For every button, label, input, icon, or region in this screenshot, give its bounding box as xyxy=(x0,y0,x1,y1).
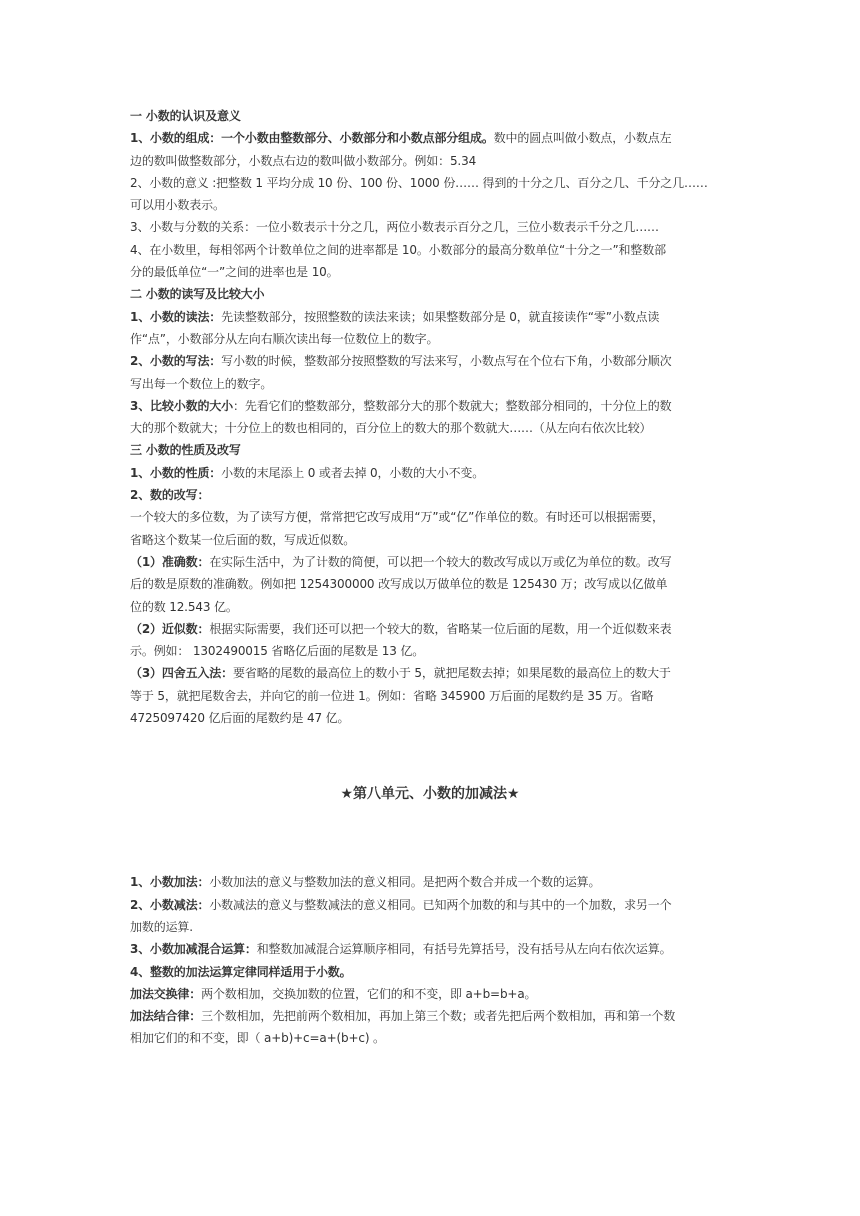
paragraph xyxy=(130,1005,730,1027)
text-line: 相加它们的和不变，即（ a+b)+c=a+(b+c) 。 xyxy=(130,1031,385,1046)
text-line: 位的数 12.543 亿。 xyxy=(130,599,238,614)
text-line: 可以用小数表示。 xyxy=(130,198,225,213)
term-label: 3、小数加减混合运算： xyxy=(130,942,257,957)
subheading: 2、数的改写： xyxy=(130,488,210,503)
spacer xyxy=(130,805,730,871)
text-line: 省略这个数某一位后面的数，写成近似数。 xyxy=(130,532,356,547)
text: 写小数的时候，整数部分按照整数的写法来写，小数点写在个位右下角，小数部分顺次 xyxy=(221,354,672,369)
paragraph xyxy=(130,894,730,916)
paragraph xyxy=(130,983,730,1005)
text-line: 3、小数与分数的关系：一位小数表示十分之几，两位小数表示百分之几，三位小数表示千分之几…… xyxy=(130,220,659,235)
paragraph xyxy=(130,871,730,893)
term-label: （3）四舍五入法： xyxy=(130,666,234,681)
term-label: 1、小数的组成：一个小数由整数部分、小数部分和小数点部分组成。 xyxy=(130,131,494,146)
text: 数中的圆点叫做小数点，小数点左 xyxy=(493,131,672,146)
text: 先读整数部分，按照整数的读法来读；如果整数部分是 0，就直接读作“零”小数点读 xyxy=(221,309,660,324)
text: 小数加法的意义与整数加法的意义相同。是把两个数合并成一个数的运算。 xyxy=(209,875,601,890)
text-line: 4725097420 亿后面的尾数约是 47 亿。 xyxy=(130,711,350,726)
text-line: 边的数叫做整数部分，小数点右边的数叫做小数部分。例如：5.34 xyxy=(130,153,477,168)
term-label: 3、比较小数的大小 xyxy=(130,398,234,413)
term-label: 1、小数的读法： xyxy=(130,309,222,324)
paragraph xyxy=(130,938,730,960)
paragraph xyxy=(130,127,730,149)
paragraph xyxy=(130,306,730,328)
unit-title: ★第八单元、小数的加减法★ xyxy=(340,786,520,803)
subheading: 4、整数的加法运算定律同样适用于小数。 xyxy=(130,964,352,979)
term-label: 加法结合律： xyxy=(130,1009,202,1024)
text-line: 加数的运算. xyxy=(130,919,193,934)
paragraph xyxy=(130,350,730,372)
paragraph xyxy=(130,551,730,573)
term-label: （1）准确数： xyxy=(130,554,210,569)
text-line: 写出每一个数位上的数字。 xyxy=(130,376,273,391)
document-page xyxy=(130,105,730,1050)
text-line: 2、小数的意义 :把整数 1 平均分成 10 份、100 份、1000 份…… 得到的十分之几、百分之几、千分之几…… xyxy=(130,175,708,190)
text: 要省略的尾数的最高位上的数小于 5，就把尾数去掉；如果尾数的最高位上的数大于 xyxy=(233,666,671,681)
text: 三个数相加，先把前两个数相加，再加上第三个数；或者先把后两个数相加，再和第一个数 xyxy=(201,1009,676,1024)
text: 在实际生活中，为了计数的简便，可以把一个较大的数改写成以万或亿为单位的数。改写 xyxy=(209,554,672,569)
section-heading: 一 小数的认识及意义 xyxy=(130,109,241,123)
text: 小数减法的意义与整数减法的意义相同。已知两个加数的和与其中的一个加数，求另一个 xyxy=(209,897,672,912)
term-label: 1、小数加法： xyxy=(130,875,210,890)
spacer xyxy=(130,729,730,783)
text: ：先看它们的整数部分，整数部分大的那个数就大；整数部分相同的，十分位上的数 xyxy=(233,398,672,413)
term-label: 2、小数减法： xyxy=(130,897,210,912)
text-line: 一个较大的多位数，为了读写方便，常常把它改写成用“万”或“亿”作单位的数。有时还可以根据需要， xyxy=(130,510,664,525)
term-label: （2）近似数： xyxy=(130,621,210,636)
text-line: 作“点”，小数部分从左向右顺次读出每一位数位上的数字。 xyxy=(130,331,439,346)
text: 和整数加减混合运算顺序相同，有括号先算括号，没有括号从左向右依次运算。 xyxy=(256,942,672,957)
paragraph xyxy=(130,618,730,640)
paragraph xyxy=(130,395,730,417)
text: 根据实际需要，我们还可以把一个较大的数，省略某一位后面的尾数，用一个近似数来表 xyxy=(209,621,672,636)
text-line: 后的数是原数的准确数。例如把 1254300000 改写成以万做单位的数是 125430 万；改写成以亿做单 xyxy=(130,577,668,592)
text-line: 示。例如： 1302490015 省略亿后面的尾数是 13 亿。 xyxy=(130,644,425,659)
text-line: 等于 5，就把尾数舍去，并向它的前一位进 1。例如：省略 345900 万后面的尾数约是 35 万。省略 xyxy=(130,688,654,703)
term-label: 1、小数的性质： xyxy=(130,465,222,480)
text-line: 4、在小数里，每相邻两个计数单位之间的进率都是 10。小数部分的最高分数单位“十分之一”和整数部 xyxy=(130,242,666,257)
text: 两个数相加，交换加数的位置，它们的和不变，即 a+b=b+a。 xyxy=(201,986,537,1001)
section-heading: 二 小数的读写及比较大小 xyxy=(130,287,265,302)
section-heading: 三 小数的性质及改写 xyxy=(130,443,241,458)
paragraph xyxy=(130,662,730,684)
text: 小数的末尾添上 0 或者去掉 0，小数的大小不变。 xyxy=(221,465,485,480)
term-label: 加法交换律： xyxy=(130,986,202,1001)
text-line: 分的最低单位“一”之间的进率也是 10。 xyxy=(130,265,339,280)
text-line: 大的那个数就大；十分位上的数也相同的，百分位上的数大的那个数就大……（从左向右依次比较） xyxy=(130,421,652,436)
paragraph xyxy=(130,462,730,484)
term-label: 2、小数的写法： xyxy=(130,354,222,369)
